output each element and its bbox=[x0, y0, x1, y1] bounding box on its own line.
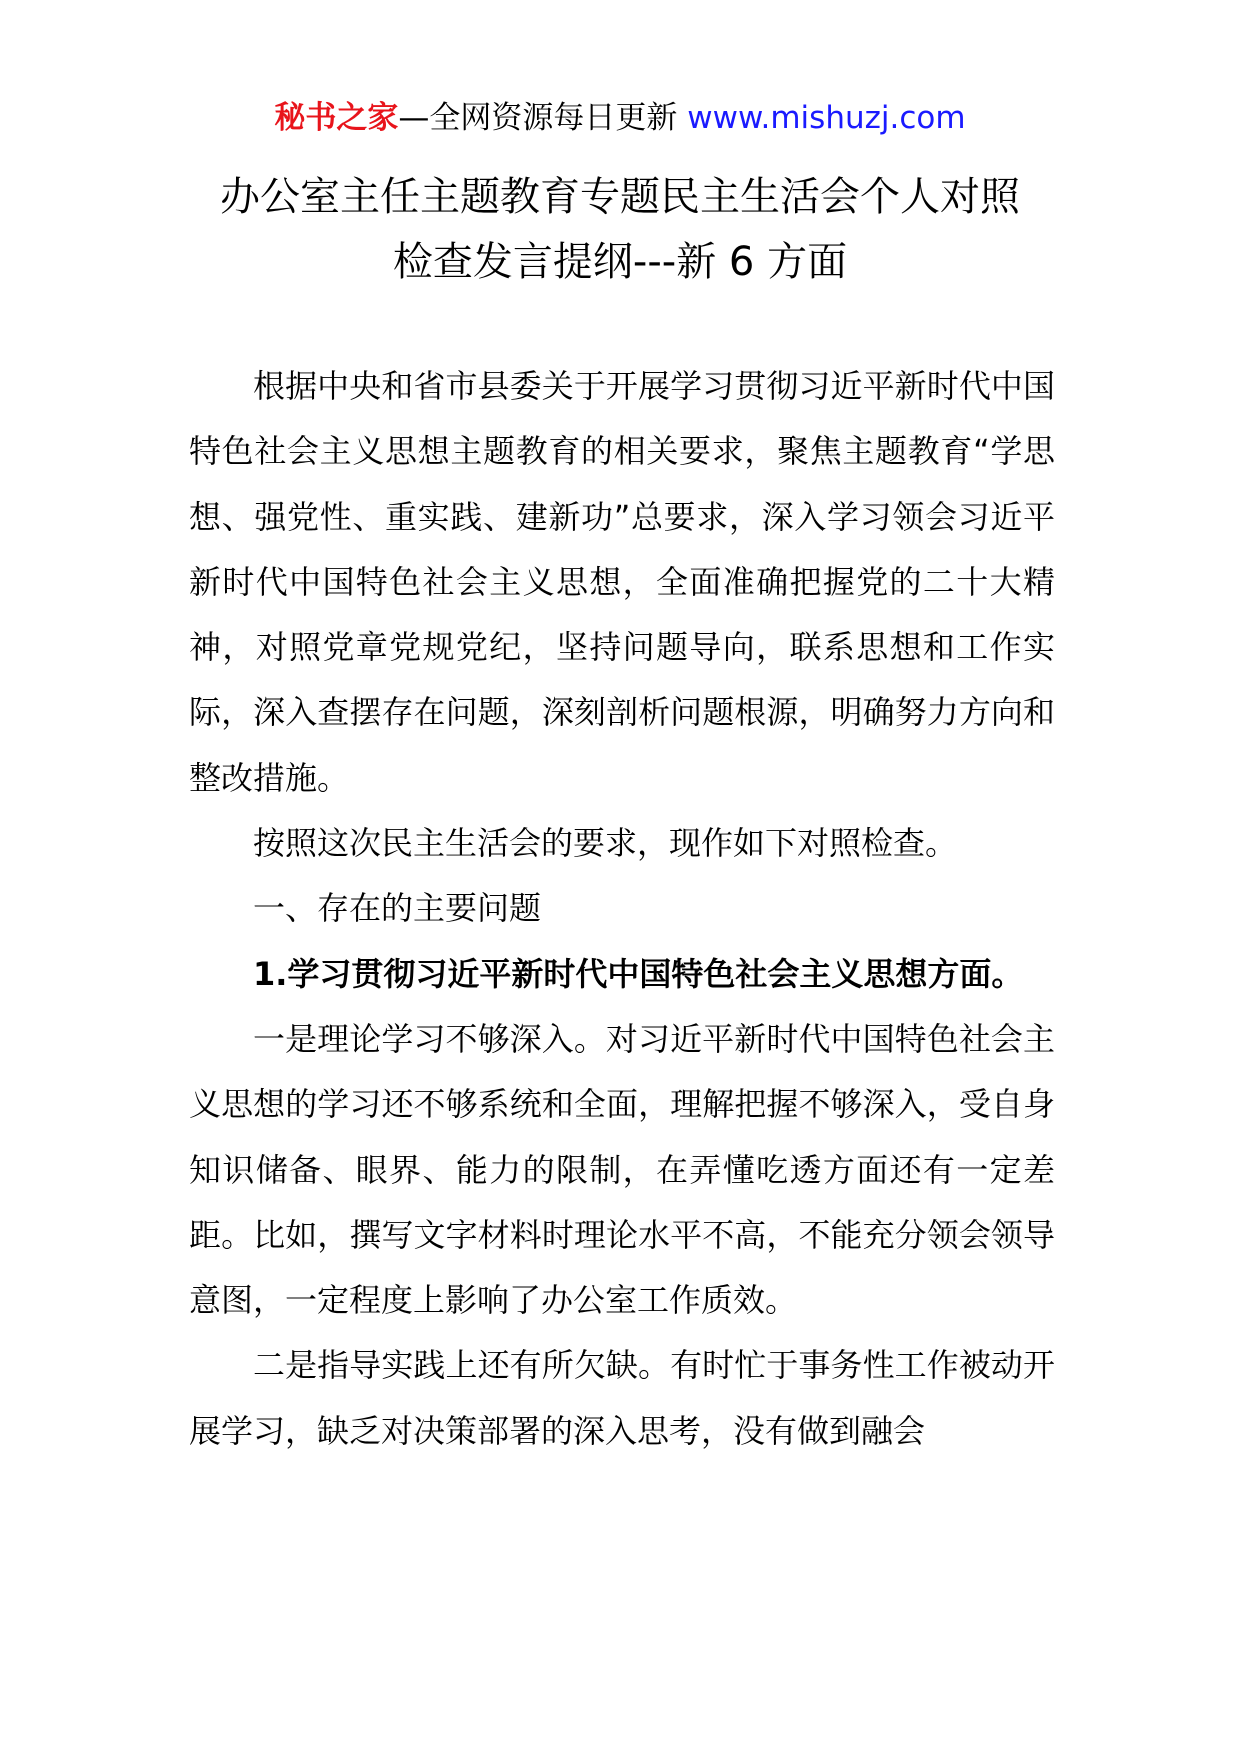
document-title bbox=[150, 165, 1090, 295]
site-tagline: —全网资源每日更新 bbox=[398, 100, 678, 136]
document-body bbox=[189, 354, 1055, 1464]
subsection-heading: 1.学习贯彻习近平新时代中国特色社会主义思想方面。 bbox=[253, 954, 1024, 993]
intro-followup-paragraph: 按照这次民主生活会的要求，现作如下对照检查。 bbox=[253, 824, 958, 863]
intro-paragraph: 根据中央和省市县委关于开展学习贯彻习近平新时代中国特色社会主义思想主题教育的相关要求，聚焦主题教育“学思想、强党性、重实践、建新功”总要求，深入学习领会习近平新时代中国特色社会主义思想，全面准确把握党的二十大精神，对照党章党规党纪，坚持问题导向，联系思想和工作实际，深入查摆存在问题，深刻剖析问题根源，明确努力方向和整改措施。 bbox=[189, 367, 1055, 797]
body-paragraph: 二是指导实践上还有所欠缺。有时忙于事务性工作被动开展学习，缺乏对决策部署的深入思考，没有做到融会 bbox=[189, 1346, 1055, 1450]
site-header bbox=[0, 98, 1240, 138]
title-line-1: 办公室主任主题教育专题民主生活会个人对照 bbox=[220, 174, 1020, 220]
site-brand: 秘书之家 bbox=[274, 100, 399, 136]
title-line-2: 检查发言提纲---新 6 方面 bbox=[392, 239, 848, 285]
body-paragraph: 一是理论学习不够深入。对习近平新时代中国特色社会主义思想的学习还不够系统和全面，理解把握不够深入，受自身知识储备、眼界、能力的限制，在弄懂吃透方面还有一定差距。比如，撰写文字材料时理论水平不高，不能充分领会领导意图，一定程度上影响了办公室工作质效。 bbox=[189, 1019, 1055, 1320]
section-heading: 一、存在的主要问题 bbox=[253, 889, 542, 928]
site-url-link[interactable]: www.mishuzj.com bbox=[687, 100, 966, 136]
